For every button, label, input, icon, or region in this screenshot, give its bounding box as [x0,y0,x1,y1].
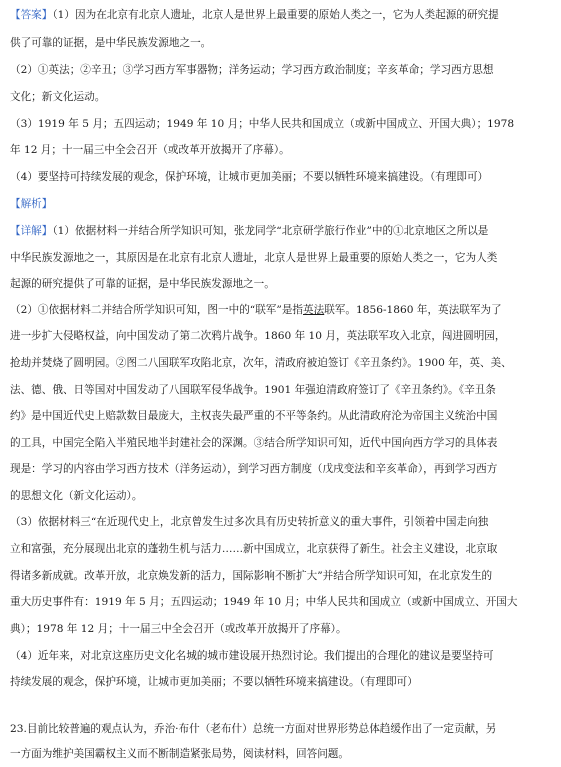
detail-line-18: 持续发展的观念，保护环境，让城市更加美丽；不要以牺牲环境来搞建设。（有理即可） [10,676,418,688]
detail-line-17: （4）近年来，对北京这座历史文化名城的城市建设展开热烈讨论。我们提出的合理化的建议是要坚持可 [10,650,494,662]
detail-line-2: 中华民族发源地之一，其原因是在北京有北京人遗址，北京人是世界上最重要的原始人类之一，它为人类 [10,252,498,264]
detail-line-4-start: （2）①依据材料二并结合所学知识可知，图一中的“联军”是指 [10,304,304,316]
detail-line-13: 立和富强，充分展现出北京的蓬勃生机与活力……新中国成立，北京获得了新生。社会主义建设，北京取 [10,543,498,555]
detail-line-4 [10,297,551,323]
answer-line-3: （2）①英法；②辛丑；③学习西方军事器物；洋务运动；学习西方政治制度；辛亥革命；学习西方思想 [10,64,494,76]
answer-text: （1）因为在北京有北京人遗址，北京人是世界上最重要的原始人类之一，它为人类起源的研究提 [52,9,499,21]
detail-text: （1）依据材料一并结合所学知识可知，张龙同学“北京研学旅行作业”中的①北京地区之所以是 [52,225,489,237]
detail-line-15: 重大历史事件有：1919 年 5 月；五四运动；1949 年 10 月；中华人民共和国成立（或新中国成立、开国大 [10,596,518,608]
answer-line-6: 年 12 月；十一届三中全会召开（或改革开放揭开了序幕）。 [10,144,290,156]
underlined-text: 英法 [303,304,325,316]
detail-line-1 [10,218,551,244]
question-line-1: 23.目前比较普遍的观点认为，乔治·布什（老布什）总统一方面对世界形势总体趋缓作出了一定贡献，另 [10,723,497,735]
analysis-tag: 【解析】 [10,198,53,210]
answer-line-5: （3）1919 年 5 月；五四运动；1949 年 10 月；中华人民共和国成立（或新中国成立、开国大典）；1978 [10,118,515,130]
detail-line-14: 得诸多新成就。改革开放，北京焕发新的活力，国际影响不断扩大”并结合所学知识可知，在北京发生的 [10,570,493,582]
answer-line-7: （4）要坚持可持续发展的观念，保护环境，让城市更加美丽；不要以牺牲环境来搞建设。（有理即可） [10,171,489,183]
detail-line-6: 抢劫并焚烧了圆明园。②图二八国联军攻陷北京，次年，清政府被迫签订《辛丑条约》。1900 年，英、美、 [10,357,512,369]
detail-line-11: 的思想文化（新文化运动）。 [10,490,143,502]
answer-line-2: 供了可靠的证据，是中华民族发源地之一。 [10,37,212,49]
detail-line-4-end: 联军。1856-1860 年，英法联军为了 [324,304,502,316]
detail-line-10: 现是：学习的内容由学习西方技术（洋务运动），到学习西方制度（戊戌变法和辛亥革命），再到学习西方 [10,463,498,475]
detail-line-16: 典）；1978 年 12 月；十一届三中全会召开（或改革开放揭开了序幕）。 [10,623,347,635]
detail-line-7: 法、德、俄、日等国对中国发动了八国联军侵华战争。1901 年强迫清政府签订了《辛丑条约》。《辛丑条 [10,384,496,396]
detail-line-9: 的工具，中国完全陷入半殖民地半封建社会的深渊。③结合所学知识可知，近代中国向西方学习的具体表 [10,437,498,449]
detail-line-5: 进一步扩大侵略权益，向中国发动了第二次鸦片战争。1860 年 10 月，英法联军攻入北京，闯进圆明园， [10,330,506,342]
answer-line-4: 文化；新文化运动。 [10,91,106,103]
detail-line-3: 起源的研究提供了可靠的证据，是中华民族发源地之一。 [10,278,275,290]
answer-line-1 [10,2,551,28]
detail-tag: 【详解】 [10,225,53,237]
question-line-2: 一方面为维护美国霸权主义而不断制造紧张局势，阅读材料，回答问题。 [10,748,349,760]
detail-line-12: （3）依据材料三“在近现代史上，北京曾发生过多次具有历史转折意义的重大事件，引领着中国走向独 [10,516,489,528]
detail-line-8: 约》是中国近代史上赔款数目最庞大，主权丧失最严重的不平等条约。从此清政府沦为帝国主义统治中国 [10,410,498,422]
answer-tag: 【答案】 [10,9,53,21]
